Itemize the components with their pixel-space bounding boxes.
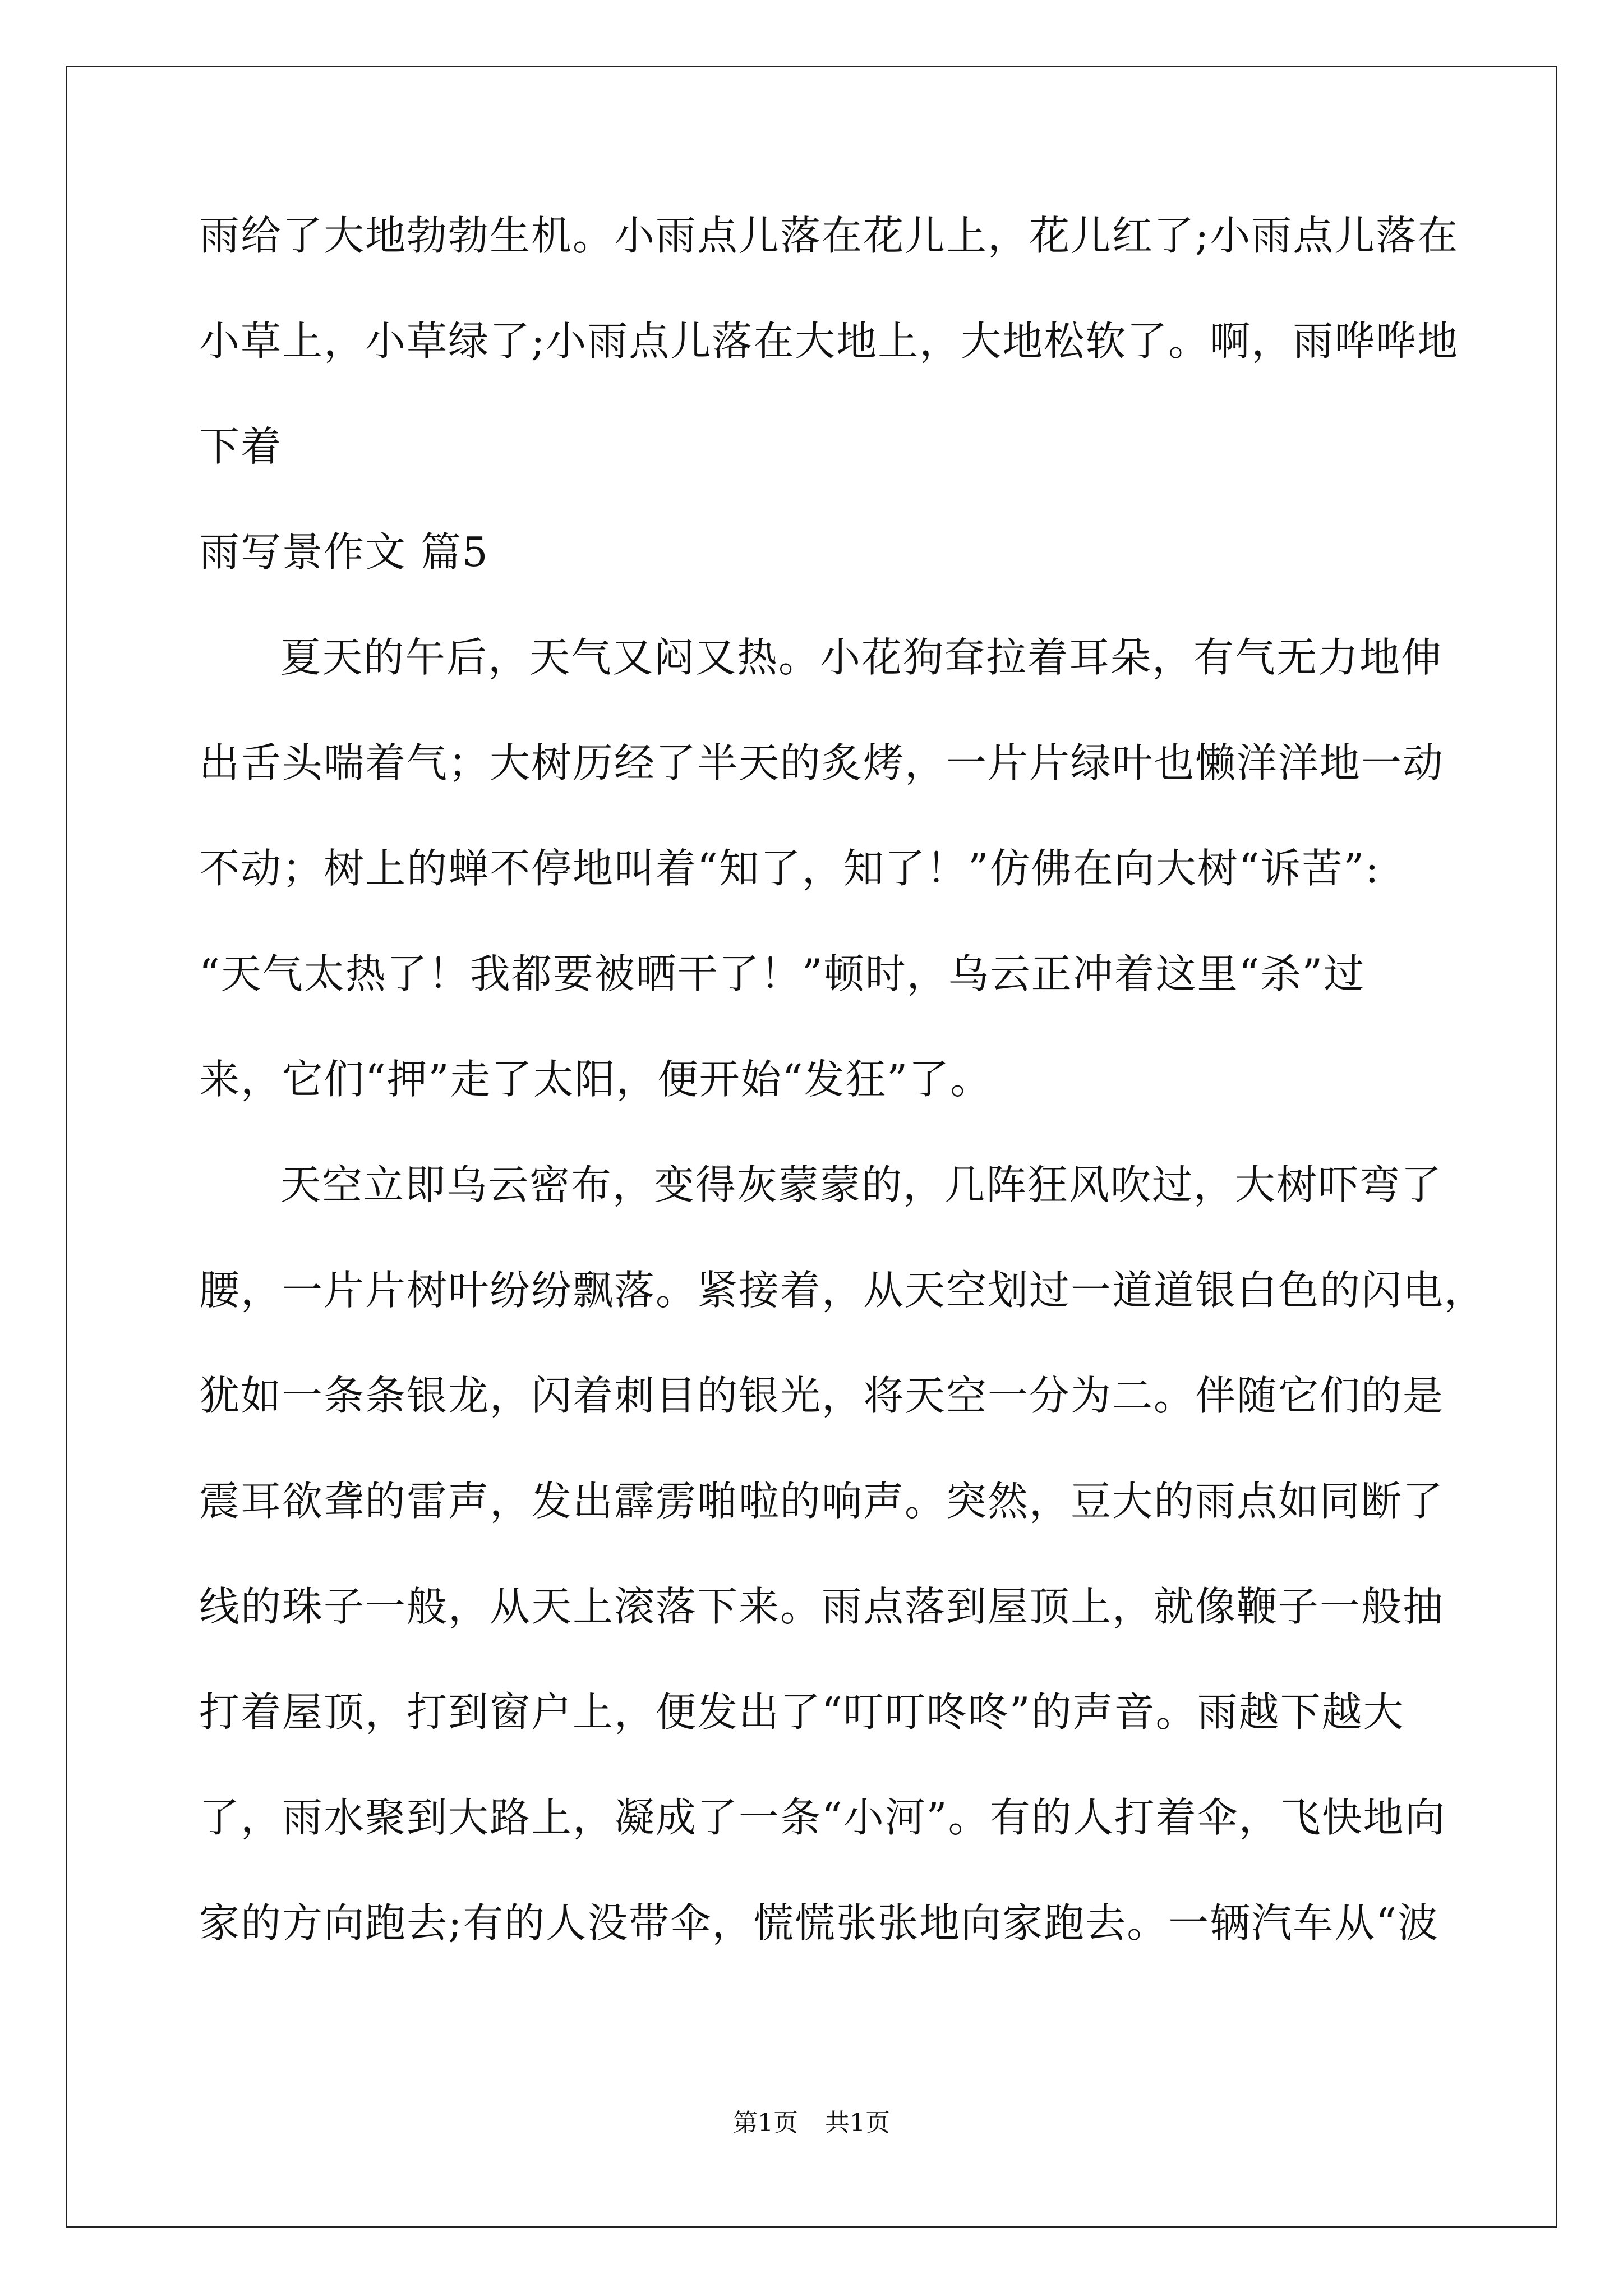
document-body <box>199 210 1486 2003</box>
text-line: 雨给了大地勃勃生机。小雨点儿落在花儿上，花儿红了;小雨点儿落在 <box>199 212 1459 259</box>
page-number-total: 共1页 <box>825 2109 890 2137</box>
text-line: 出舌头喘着气；大树历经了半天的炙烤，一片片绿叶也懒洋洋地一动 <box>199 739 1445 786</box>
text-line: 打着屋顶，打到窗户上，便发出了“叮叮咚咚”的声音。雨越下越大 <box>199 1688 1405 1736</box>
text-line: 犹如一条条银龙，闪着刺目的银光，将天空一分为二。伴随它们的是 <box>199 1372 1445 1419</box>
page-footer <box>0 2102 1623 2138</box>
text-line: 下着 <box>199 423 283 470</box>
text-line: 小草上，小草绿了;小雨点儿落在大地上，大地松软了。啊，雨哗哗地 <box>199 318 1459 365</box>
text-line: 家的方向跑去;有的人没带伞，慌慌张张地向家跑去。一辆汽车从“波 <box>199 1899 1440 1947</box>
text-line: 线的珠子一般，从天上滚落下来。雨点落到屋顶上，就像鞭子一般抽 <box>199 1583 1445 1630</box>
text-line: 夏天的午后，天气又闷又热。小花狗耷拉着耳朵，有气无力地伸 <box>280 634 1443 681</box>
text-line: “天气太热了！我都要被晒干了！”顿时，乌云正冲着这里“杀”过 <box>199 950 1366 997</box>
text-line: 天空立即乌云密布，变得灰蒙蒙的，几阵狂风吹过，大树吓弯了 <box>280 1161 1443 1208</box>
text-line: 不动；树上的蝉不停地叫着“知了，知了！”仿佛在向大树“诉苦”: <box>199 845 1380 892</box>
page-number-current: 第1页 <box>733 2109 798 2137</box>
text-line: 腰，一片片树叶纷纷飘落。紧接着，从天空划过一道道银白色的闪电， <box>199 1267 1486 1314</box>
text-line: 了，雨水聚到大路上，凝成了一条“小河”。有的人打着伞，飞快地向 <box>199 1794 1446 1841</box>
section-heading: 雨写景作文 篇5 <box>199 528 489 576</box>
text-line: 来，它们“押”走了太阳，便开始“发狂”了。 <box>199 1056 992 1103</box>
text-line: 震耳欲聋的雷声，发出霹雳啪啦的响声。突然，豆大的雨点如同断了 <box>199 1478 1445 1525</box>
